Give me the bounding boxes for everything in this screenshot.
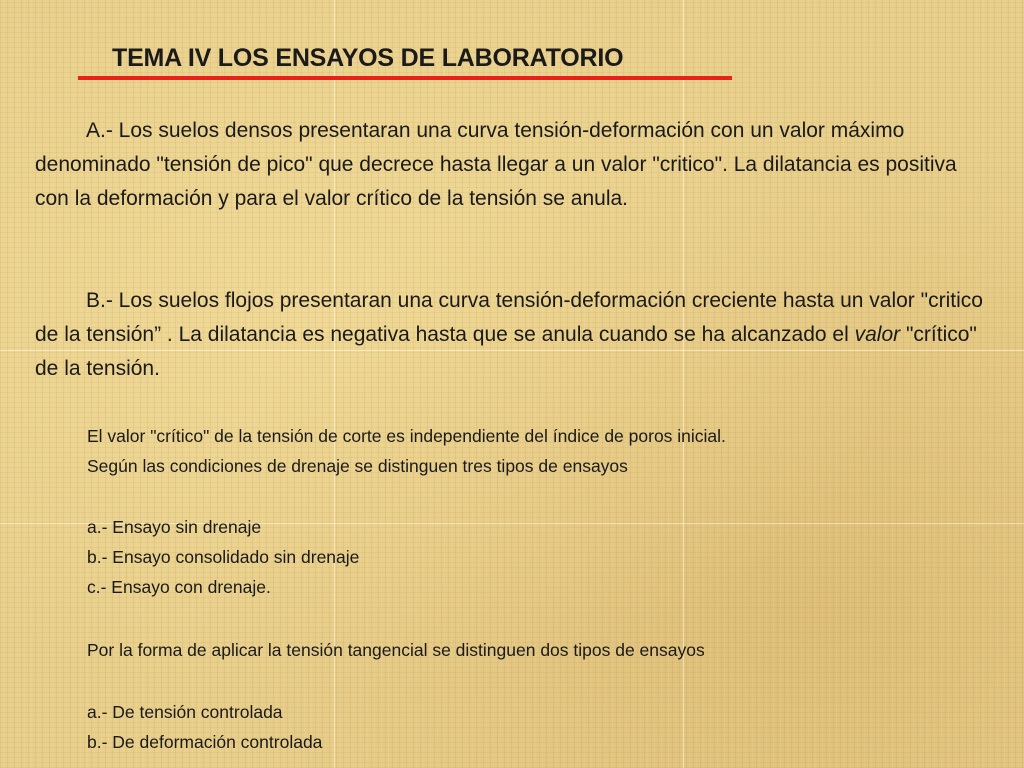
paragraph-a bbox=[35, 114, 995, 216]
paragraph-a-text: A.- Los suelos densos presentaran una curva tensión-deformación con un valor máximo denominado "tensión de pico" que decrece hasta llegar a un valor "critico". La dilatancia es positiva con la deformación y para el valor crítico de la tensión se anula. bbox=[35, 119, 957, 210]
note-shear-application: Por la forma de aplicar la tensión tangencial se distinguen dos tipos de ensayos bbox=[87, 640, 705, 660]
paragraph-b-tail: "crítico" de la tensión. bbox=[35, 323, 977, 380]
list-item-stress: a.- De tensión controlada bbox=[87, 702, 283, 722]
slide-title: TEMA IV LOS ENSAYOS DE LABORATORIO bbox=[112, 44, 624, 72]
paragraph-b-text: B.- Los suelos flojos presentaran una curva tensión-deformación creciente hasta un valor "critico de la tensión” . La dilatancia es negativa hasta que se anula cuando se ha alcanzado el bbox=[35, 289, 983, 346]
list-item-drainage: a.- Ensayo sin drenaje bbox=[87, 517, 262, 537]
list-item-drainage: c.- Ensayo con drenaje. bbox=[87, 577, 271, 597]
list-item-drainage: b.- Ensayo consolidado sin drenaje bbox=[87, 547, 360, 567]
title-underline bbox=[78, 76, 732, 80]
note-drainage-conditions: Según las condiciones de drenaje se distinguen tres tipos de ensayos bbox=[87, 456, 628, 476]
paragraph-b bbox=[35, 284, 995, 386]
paragraph-b-italic: valor bbox=[854, 323, 901, 346]
note-critical-value: El valor "crítico" de la tensión de corte es independiente del índice de poros inicial. bbox=[87, 426, 726, 446]
list-item-stress: b.- De deformación controlada bbox=[87, 732, 323, 752]
